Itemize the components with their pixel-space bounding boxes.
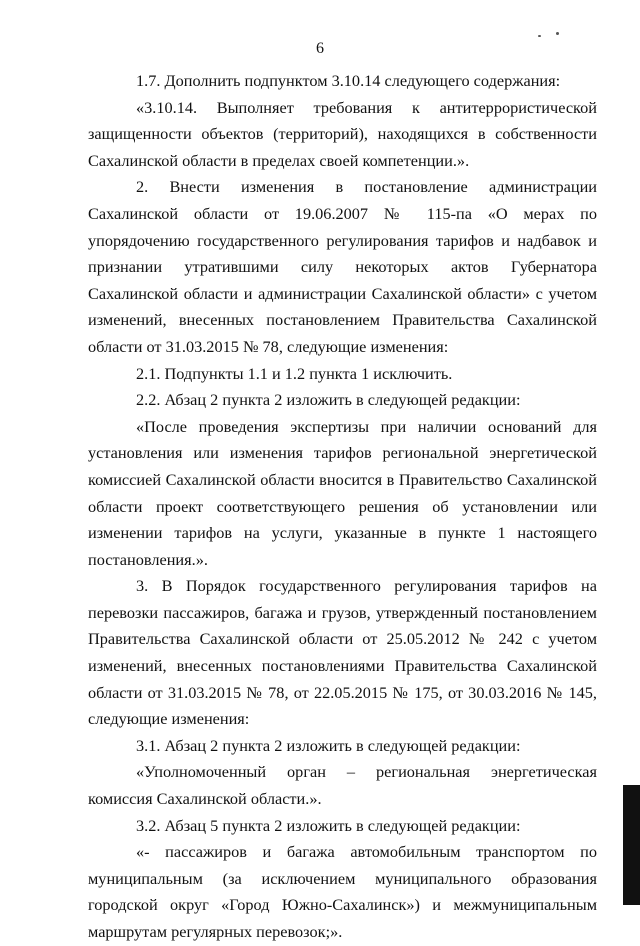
scan-speck <box>538 35 541 37</box>
paragraph: «3.10.14. Выполняет требования к антитеррористической защищенности объектов (территорий), находящихся в собственности Сахалинской области в пределах своей компетенции.». <box>88 97 597 170</box>
paragraph: 3.1. Абзац 2 пункта 2 изложить в следующей редакции: <box>136 735 521 755</box>
paragraph: 1.7. Дополнить подпунктом 3.10.14 следующего содержания: <box>136 71 561 90</box>
scan-edge-mark <box>623 785 640 905</box>
paragraph: 2.2. Абзац 2 пункта 2 изложить в следующей редакции: <box>136 390 521 410</box>
paragraph: «Уполномоченный орган – региональная энергетическая комиссия Сахалинской области.». <box>88 762 597 809</box>
paragraph: «- пассажиров и багажа автомобильным транспортом по муниципальным (за исключением муниципального образования городской округ «Город Южно-Сахалинск») и межмуниципальным маршрутам регулярных перевозок;». <box>88 842 597 941</box>
paragraph: «После проведения экспертизы при наличии оснований для установления или изменения тарифов региональной энергетической комиссией Сахалинской области вносится в Правительство Сахалинской области проект соответствующего решения об установлении или изменении тарифов на услуги, указанные в пункте 1 настоящего постановления.». <box>88 416 597 569</box>
document-body <box>88 68 597 946</box>
paragraph: 3. В Порядок государственного регулирования тарифов на перевозки пассажиров, багажа и грузов, утвержденный постановлением Правительства Сахалинской области от 25.05.2012 № 242 с учетом изменений, внесенных постановлениями Правительства Сахалинской области от 31.03.2015 № 78, от 22.05.2015 № 175, от 30.03.2016 № 145, следующие изменения: <box>88 576 597 729</box>
paragraph: 2.1. Подпункты 1.1 и 1.2 пункта 1 исключить. <box>136 363 453 383</box>
page-number: 6 <box>316 40 324 57</box>
scan-speck <box>556 32 559 35</box>
paragraph: 3.2. Абзац 5 пункта 2 изложить в следующей редакции: <box>136 815 521 835</box>
paragraph: 2. Внести изменения в постановление администрации Сахалинской области от 19.06.2007 № 115-па «О мерах по упорядочению государственного регулирования тарифов и надбавок и признании утратившими силу некоторых актов Губернатора Сахалинской области и администрации Сахалинской области» с учетом изменений, внесенных постановлением Правительства Сахалинской области от 31.03.2015 № 78, следующие изменения: <box>88 177 597 356</box>
